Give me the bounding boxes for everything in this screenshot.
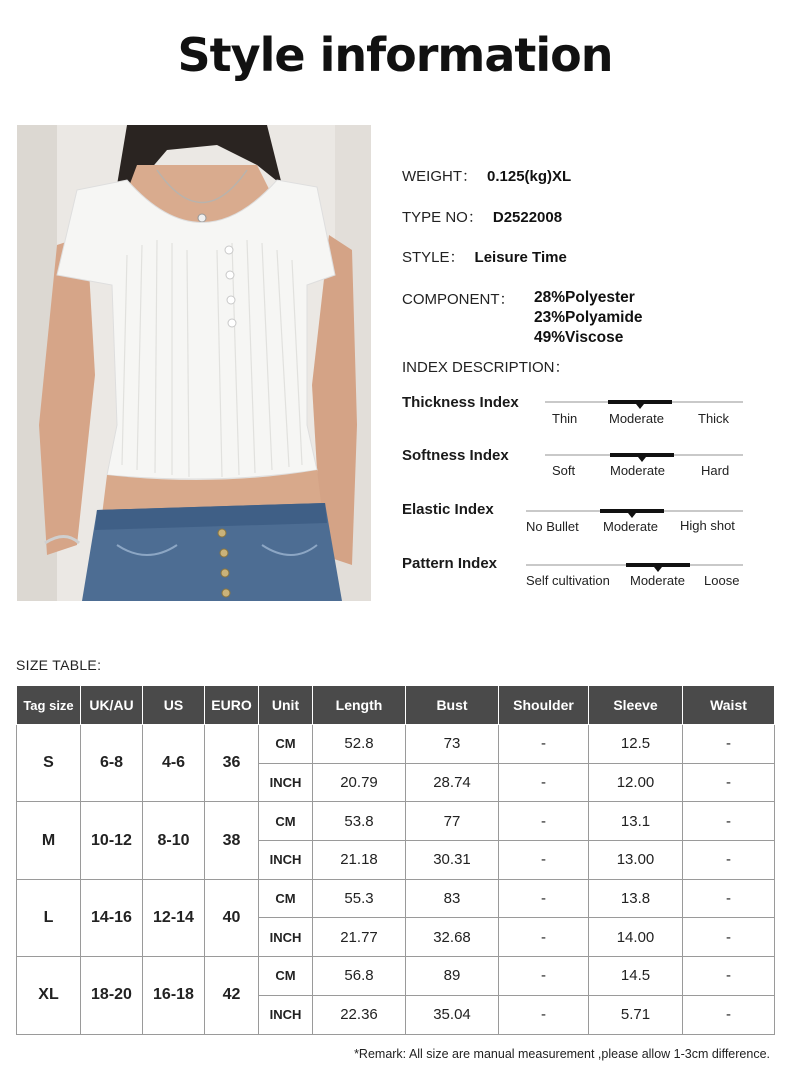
size-table-label: SIZE TABLE: [16,657,102,673]
cell-unit: CM [259,802,313,841]
cell-tag: XL [17,957,81,1034]
style-row [402,246,567,267]
cell-unit: INCH [259,763,313,802]
cell-sleeve: 13.8 [589,879,683,918]
cell-waist: - [683,841,775,880]
cell-bust: 77 [406,802,499,841]
cell-tag: L [17,879,81,956]
cell-euro: 36 [205,725,259,802]
cell-euro: 38 [205,802,259,879]
size-table-header [17,686,775,725]
cell-sleeve: 14.5 [589,957,683,996]
page-title: Style information [177,28,613,82]
cell-shoulder: - [499,763,589,802]
cell-length: 56.8 [313,957,406,996]
cell-shoulder: - [499,802,589,841]
cell-length: 53.8 [313,802,406,841]
cell-sleeve: 13.1 [589,802,683,841]
type-row [402,206,562,227]
cell-length: 55.3 [313,879,406,918]
weight-row [402,165,571,186]
cell-shoulder: - [499,995,589,1034]
header-unit: Unit [259,686,313,725]
weight-label: WEIGHT： [402,168,477,185]
cell-waist: - [683,879,775,918]
cell-unit: CM [259,725,313,764]
header-sleeve: Sleeve [589,686,683,725]
cell-euro: 42 [205,957,259,1034]
header-us: US [143,686,205,725]
softness-option-soft: Soft [552,463,576,478]
cell-unit: INCH [259,841,313,880]
elastic-index-label: Elastic Index [402,501,494,518]
cell-shoulder: - [499,841,589,880]
cell-bust: 32.68 [406,918,499,957]
pattern-marker-icon [654,567,662,572]
softness-index-label: Softness Index [402,447,509,464]
cell-length: 22.36 [313,995,406,1034]
cell-waist: - [683,763,775,802]
type-value: D2522008 [492,209,563,226]
elastic-option-moderate: Moderate [603,519,658,534]
table-row [17,957,775,996]
cell-sleeve: 14.00 [589,918,683,957]
cell-unit: CM [259,957,313,996]
elastic-option-no-bullet: No Bullet [526,519,579,534]
cell-unit: CM [259,879,313,918]
style-value: Leisure Time [474,249,567,266]
cell-uk-au: 10-12 [81,802,143,879]
cell-length: 21.18 [313,841,406,880]
cell-sleeve: 12.5 [589,725,683,764]
cell-us: 4-6 [143,725,205,802]
softness-marker-icon [638,457,646,462]
cell-waist: - [683,725,775,764]
elastic-option-high-shot: High shot [680,518,735,533]
index-description-label: INDEX DESCRIPTION： [402,359,570,376]
header-length: Length [313,686,406,725]
cell-us: 12-14 [143,879,205,956]
header-uk-au: UK/AU [81,686,143,725]
thickness-option-thick: Thick [698,411,730,426]
header-bust: Bust [406,686,499,725]
pattern-index-label: Pattern Index [402,555,498,572]
cell-waist: - [683,957,775,996]
component-item: 49%Viscose [534,329,624,346]
type-label: TYPE NO： [402,209,483,226]
softness-option-moderate: Moderate [610,463,665,478]
thickness-index-label: Thickness Index [402,394,519,411]
pattern-option-loose: Loose [704,573,740,588]
cell-shoulder: - [499,879,589,918]
cell-uk-au: 6-8 [81,725,143,802]
header-shoulder: Shoulder [499,686,589,725]
table-row [17,802,775,841]
cell-length: 21.77 [313,918,406,957]
elastic-marker-icon [628,513,636,518]
cell-shoulder: - [499,918,589,957]
cell-bust: 28.74 [406,763,499,802]
table-row [17,879,775,918]
cell-bust: 89 [406,957,499,996]
cell-waist: - [683,802,775,841]
weight-value: 0.125(kg)XL [487,168,572,185]
cell-unit: INCH [259,918,313,957]
cell-shoulder: - [499,725,589,764]
component-values [534,288,643,348]
cell-unit: INCH [259,995,313,1034]
thickness-option-moderate: Moderate [609,411,664,426]
component-label: COMPONENT： [402,291,515,308]
cell-uk-au: 18-20 [81,957,143,1034]
cell-bust: 30.31 [406,841,499,880]
cell-euro: 40 [205,879,259,956]
cell-sleeve: 12.00 [589,763,683,802]
cell-sleeve: 13.00 [589,841,683,880]
component-item: 28%Polyester [534,289,635,306]
cell-waist: - [683,918,775,957]
style-label: STYLE： [402,249,465,266]
header-euro: EURO [205,686,259,725]
cell-tag: M [17,802,81,879]
pattern-option-self-cultivation: Self cultivation [526,573,610,588]
cell-tag: S [17,725,81,802]
cell-bust: 83 [406,879,499,918]
cell-sleeve: 5.71 [589,995,683,1034]
cell-bust: 35.04 [406,995,499,1034]
cell-waist: - [683,995,775,1034]
header-tag-size: Tag size [17,686,81,725]
softness-option-hard: Hard [701,463,730,478]
component-row [402,288,515,309]
cell-length: 20.79 [313,763,406,802]
pattern-option-moderate: Moderate [630,573,685,588]
cell-uk-au: 14-16 [81,879,143,956]
remark-note: *Remark: All size are manual measurement ,please allow 1-3cm difference. [354,1047,770,1061]
table-row [17,725,775,764]
size-table [16,685,775,1035]
index-description-row [402,356,570,377]
cell-length: 52.8 [313,725,406,764]
cell-us: 8-10 [143,802,205,879]
cell-us: 16-18 [143,957,205,1034]
component-item: 23%Polyamide [534,309,643,326]
cell-bust: 73 [406,725,499,764]
header-waist: Waist [683,686,775,725]
product-photo [17,125,371,601]
thickness-option-thin: Thin [552,411,578,426]
cell-shoulder: - [499,957,589,996]
thickness-marker-icon [636,404,644,409]
